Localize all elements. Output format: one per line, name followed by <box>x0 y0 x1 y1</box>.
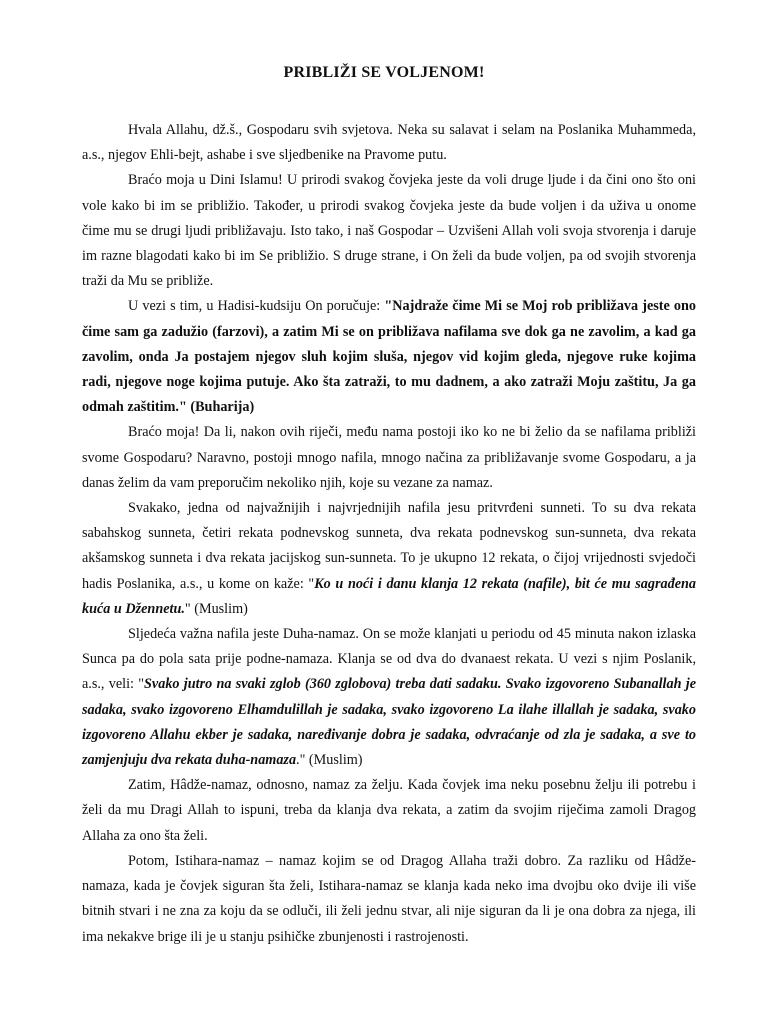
paragraph-8: Potom, Istihara-namaz – namaz kojim se od Dragog Allaha traži dobro. Za razliku od Hâdže-namaza, kada je čovjek siguran šta želi, Istihara-namaz se klanja kada neko ima dvojbu oko dvije ili više bitnih stvari i ne zna za koju da se odluči, ili želi jednu stvar, ali nije siguran da li je ona dobra za njega, ili ima nekakve brige ili je u stanju psihičke zbunjenosti i rastrojenosti. <box>82 852 696 945</box>
paragraph-2: Braćo moja u Dini Islamu! U prirodi svakog čovjeka jeste da voli druge ljude i da čini ono što oni vole kako bi im se približio. Također, u prirodi svakog čovjeka jeste da bude voljen i da uživa u onome čime mu se drugi ljudi približavaju. Isto tako, i naš Gospodar – Uzvišeni Allah voli svoja stvorenja i daruje im razne blagodati kako bi im Se približio. S druge strane, i On želi da bude voljen, pa od svojih stvorenja traži da Mu se približe. <box>82 172 696 290</box>
hadith-quote-sunnet: Ko u noći i danu klanja 12 rekata (nafile), bit će mu sagrađena kuća u Džennetu. <box>82 575 696 617</box>
hadith-quote-bold: "Najdraže čime Mi se Moj rob približava jeste ono čime sam ga zadužio (farzovi), a zatim Mi se on približava nafilama sve dok ga ne zavolim, a kad ga zavolim, onda Ja postajem njegov sluh kojim sluša, njegov vid kojim gleda, njegove ruke kojima radi, njegove noge kojima putuje. Ako šta zatraži, to mu dadnem, a ako zatraži Moju zaštitu, Ja ga odmah zaštitim." (Buharija) <box>82 298 696 416</box>
paragraph-5-intro: Svakako, jedna od najvažnijih i najvrjednijih nafila jesu pritvrđeni sunneti. To su dva rekata sabahskog sunneta, četiri rekata podnevskog sunneta, dva rekata podnevskog sun-sunneta, dva rekata akšamskog sunneta i dva rekata jacijskog sun-sunneta. To je ukupno 12 rekata, o čijoj vrijednosti svjedoči hadis Poslanika, a.s., u kome on kaže: " <box>82 500 696 592</box>
paragraph-3 <box>82 294 696 420</box>
paragraph-1: Hvala Allahu, dž.š., Gospodaru svih svjetova. Neka su salavat i selam na Poslanika Muhammeda, a.s., njegov Ehli-bejt, ashabe i sve sljedbenike na Pravome putu. <box>82 122 696 164</box>
hadith-quote-duha: Svako jutro na svaki zglob (360 zglobova) treba dati sadaku. Svako izgovoreno Subanallah je sadaka, svako izgovoreno Elhamdulillah je sadaka, svako izgovoreno La ilahe illallah je sadaka, svako izgovoreno Allahu ekber je sadaka, naređivanje dobra je sadaka, odvraćanje od zla je sadaka, a sve to zamjenjuju dva rekata duha-namaza <box>82 676 697 769</box>
paragraph-6 <box>82 622 696 773</box>
paragraph-6-intro: Sljedeća važna nafila jeste Duha-namaz. On se može klanjati u periodu od 45 minuta nakon izlaska Sunca pa do pola sata prije podne-namaza. Klanja se od dva do dvanaest rekata. U vezi s njim Poslanik, a.s., veli: " <box>82 626 696 693</box>
document-title: PRIBLIŽI SE VOLJENOM! <box>283 64 485 81</box>
paragraph-4: Braćo moja! Da li, nakon ovih riječi, među nama postoji iko ko ne bi želio da se nafilama približi svome Gospodaru? Naravno, postoji mnogo nafila, mnogo načina za približavanje svome Gospodaru, a ja danas želim da vam preporučim nekoliko njih, koje su vezane za namaz. <box>82 424 696 491</box>
paragraph-5 <box>82 496 696 622</box>
document-body <box>82 118 696 950</box>
paragraph-7: Zatim, Hâdže-namaz, odnosno, namaz za želju. Kada čovjek ima neku posebnu želju ili potrebu i želi da mu Dragi Allah to ispuni, treba da klanja dva rekata, a zatim da svojim riječima zamoli Dragog Allaha za ono šta želi. <box>82 777 696 844</box>
paragraph-3-intro: U vezi s tim, u Hadisi-kudsiju On poručuje: <box>128 298 385 315</box>
paragraph-6-source: ." (Muslim) <box>296 752 363 769</box>
paragraph-5-source: " (Muslim) <box>184 600 248 617</box>
